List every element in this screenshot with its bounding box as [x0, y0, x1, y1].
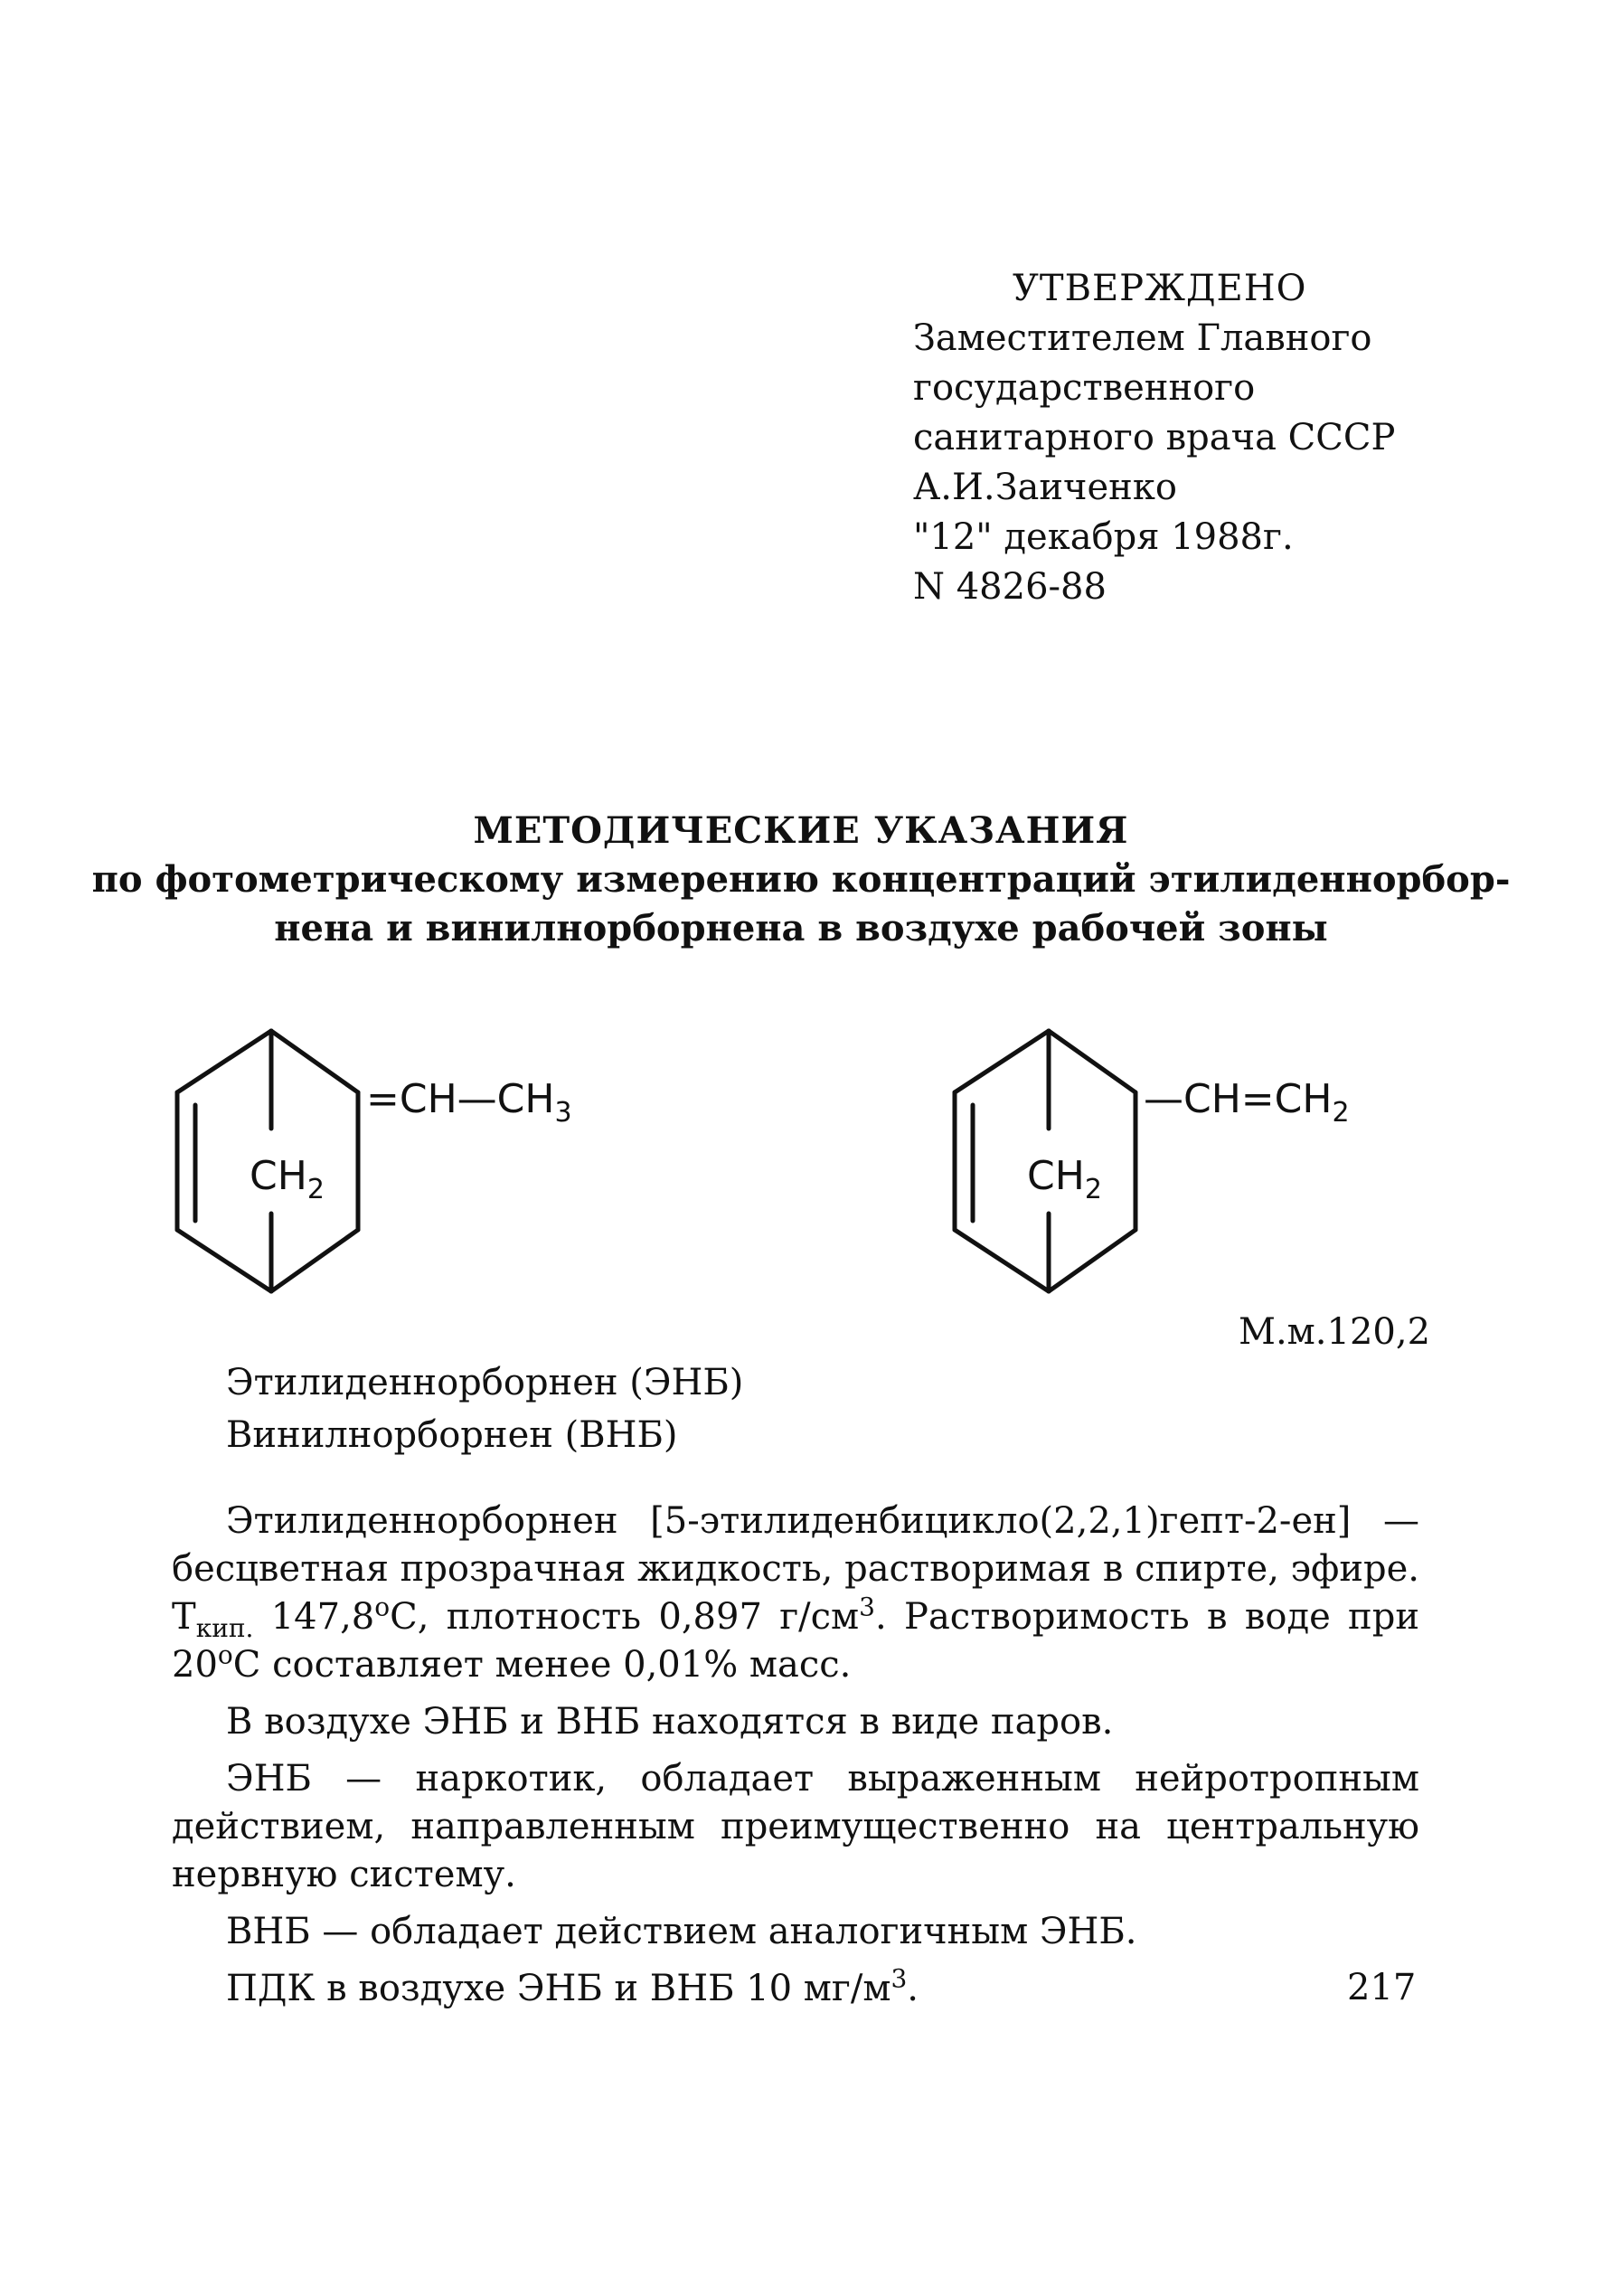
molar-mass: М.м.120,2: [1239, 1311, 1431, 1353]
page-number: 217: [1347, 1967, 1417, 2008]
title-main: МЕТОДИЧЕСКИЕ УКАЗАНИЯ: [473, 809, 1129, 852]
compound-name: Этилиденнорборнен (ЭНБ): [226, 1362, 744, 1403]
vnb-bridge-label: $CH_2$: [1027, 1153, 1102, 1205]
approval-line: Заместителем Главного: [913, 317, 1372, 359]
structure-enb: [163, 1022, 669, 1311]
paragraph-description: Этилиденнорборнен [5-этилиденбицикло(2,2,1)гепт-2-ен] — бесцветная прозрачная жидкость, растворимая в спирте, эфире. $T_{кип.}$ $147,8^оС$, плотность 0,897 $г/см^3$. Растворимость в воде при $20^оС$ составляет менее 0,01% масс.: [172, 1500, 1419, 1686]
vnb-side-chain-label: $—CH=CH_2$: [1144, 1076, 1350, 1129]
approval-block: [913, 264, 1395, 612]
compound-name: Винилнорборнен (ВНБ): [226, 1414, 678, 1456]
approval-line: А.И.Заиченко: [913, 467, 1177, 508]
enb-side-chain-label: $=CH—CH_3$: [366, 1076, 572, 1129]
approval-line: санитарного врача СССР: [913, 417, 1396, 458]
title-subtitle-line: нена и винилнорборнена в воздухе рабочей зоны: [274, 907, 1328, 950]
vnb-structure-diagram: [940, 1022, 1447, 1311]
approval-line: "12" декабря 1988г.: [913, 516, 1294, 558]
enb-structure-diagram: [163, 1022, 669, 1311]
structure-vnb: [940, 1022, 1447, 1311]
approval-line: N 4826-88: [913, 566, 1107, 608]
paragraph-mac: ПДК в воздухе ЭНБ и ВНБ 10 $мг/м^3$.: [226, 1963, 919, 2009]
approval-line: государственного: [913, 367, 1256, 409]
compound-names: [226, 1356, 743, 1461]
paragraph-enb-effect: ЭНБ — наркотик, обладает выраженным нейротропным действием, направленным преимущественно на центральную нервную систему.: [172, 1758, 1419, 1895]
paragraph-vnb-effect: ВНБ — обладает действием аналогичным ЭНБ.: [226, 1911, 1137, 1952]
document-title: [0, 807, 1602, 953]
paragraph-vapor: В воздухе ЭНБ и ВНБ находятся в виде паров.: [226, 1701, 1114, 1743]
title-subtitle-line: по фотометрическому измерению концентраций этилиденнорбор-: [91, 858, 1511, 901]
approval-heading: УТВЕРЖДЕНО: [1013, 268, 1307, 309]
enb-bridge-label: $CH_2$: [250, 1153, 325, 1205]
body-text: [172, 1498, 1419, 2013]
